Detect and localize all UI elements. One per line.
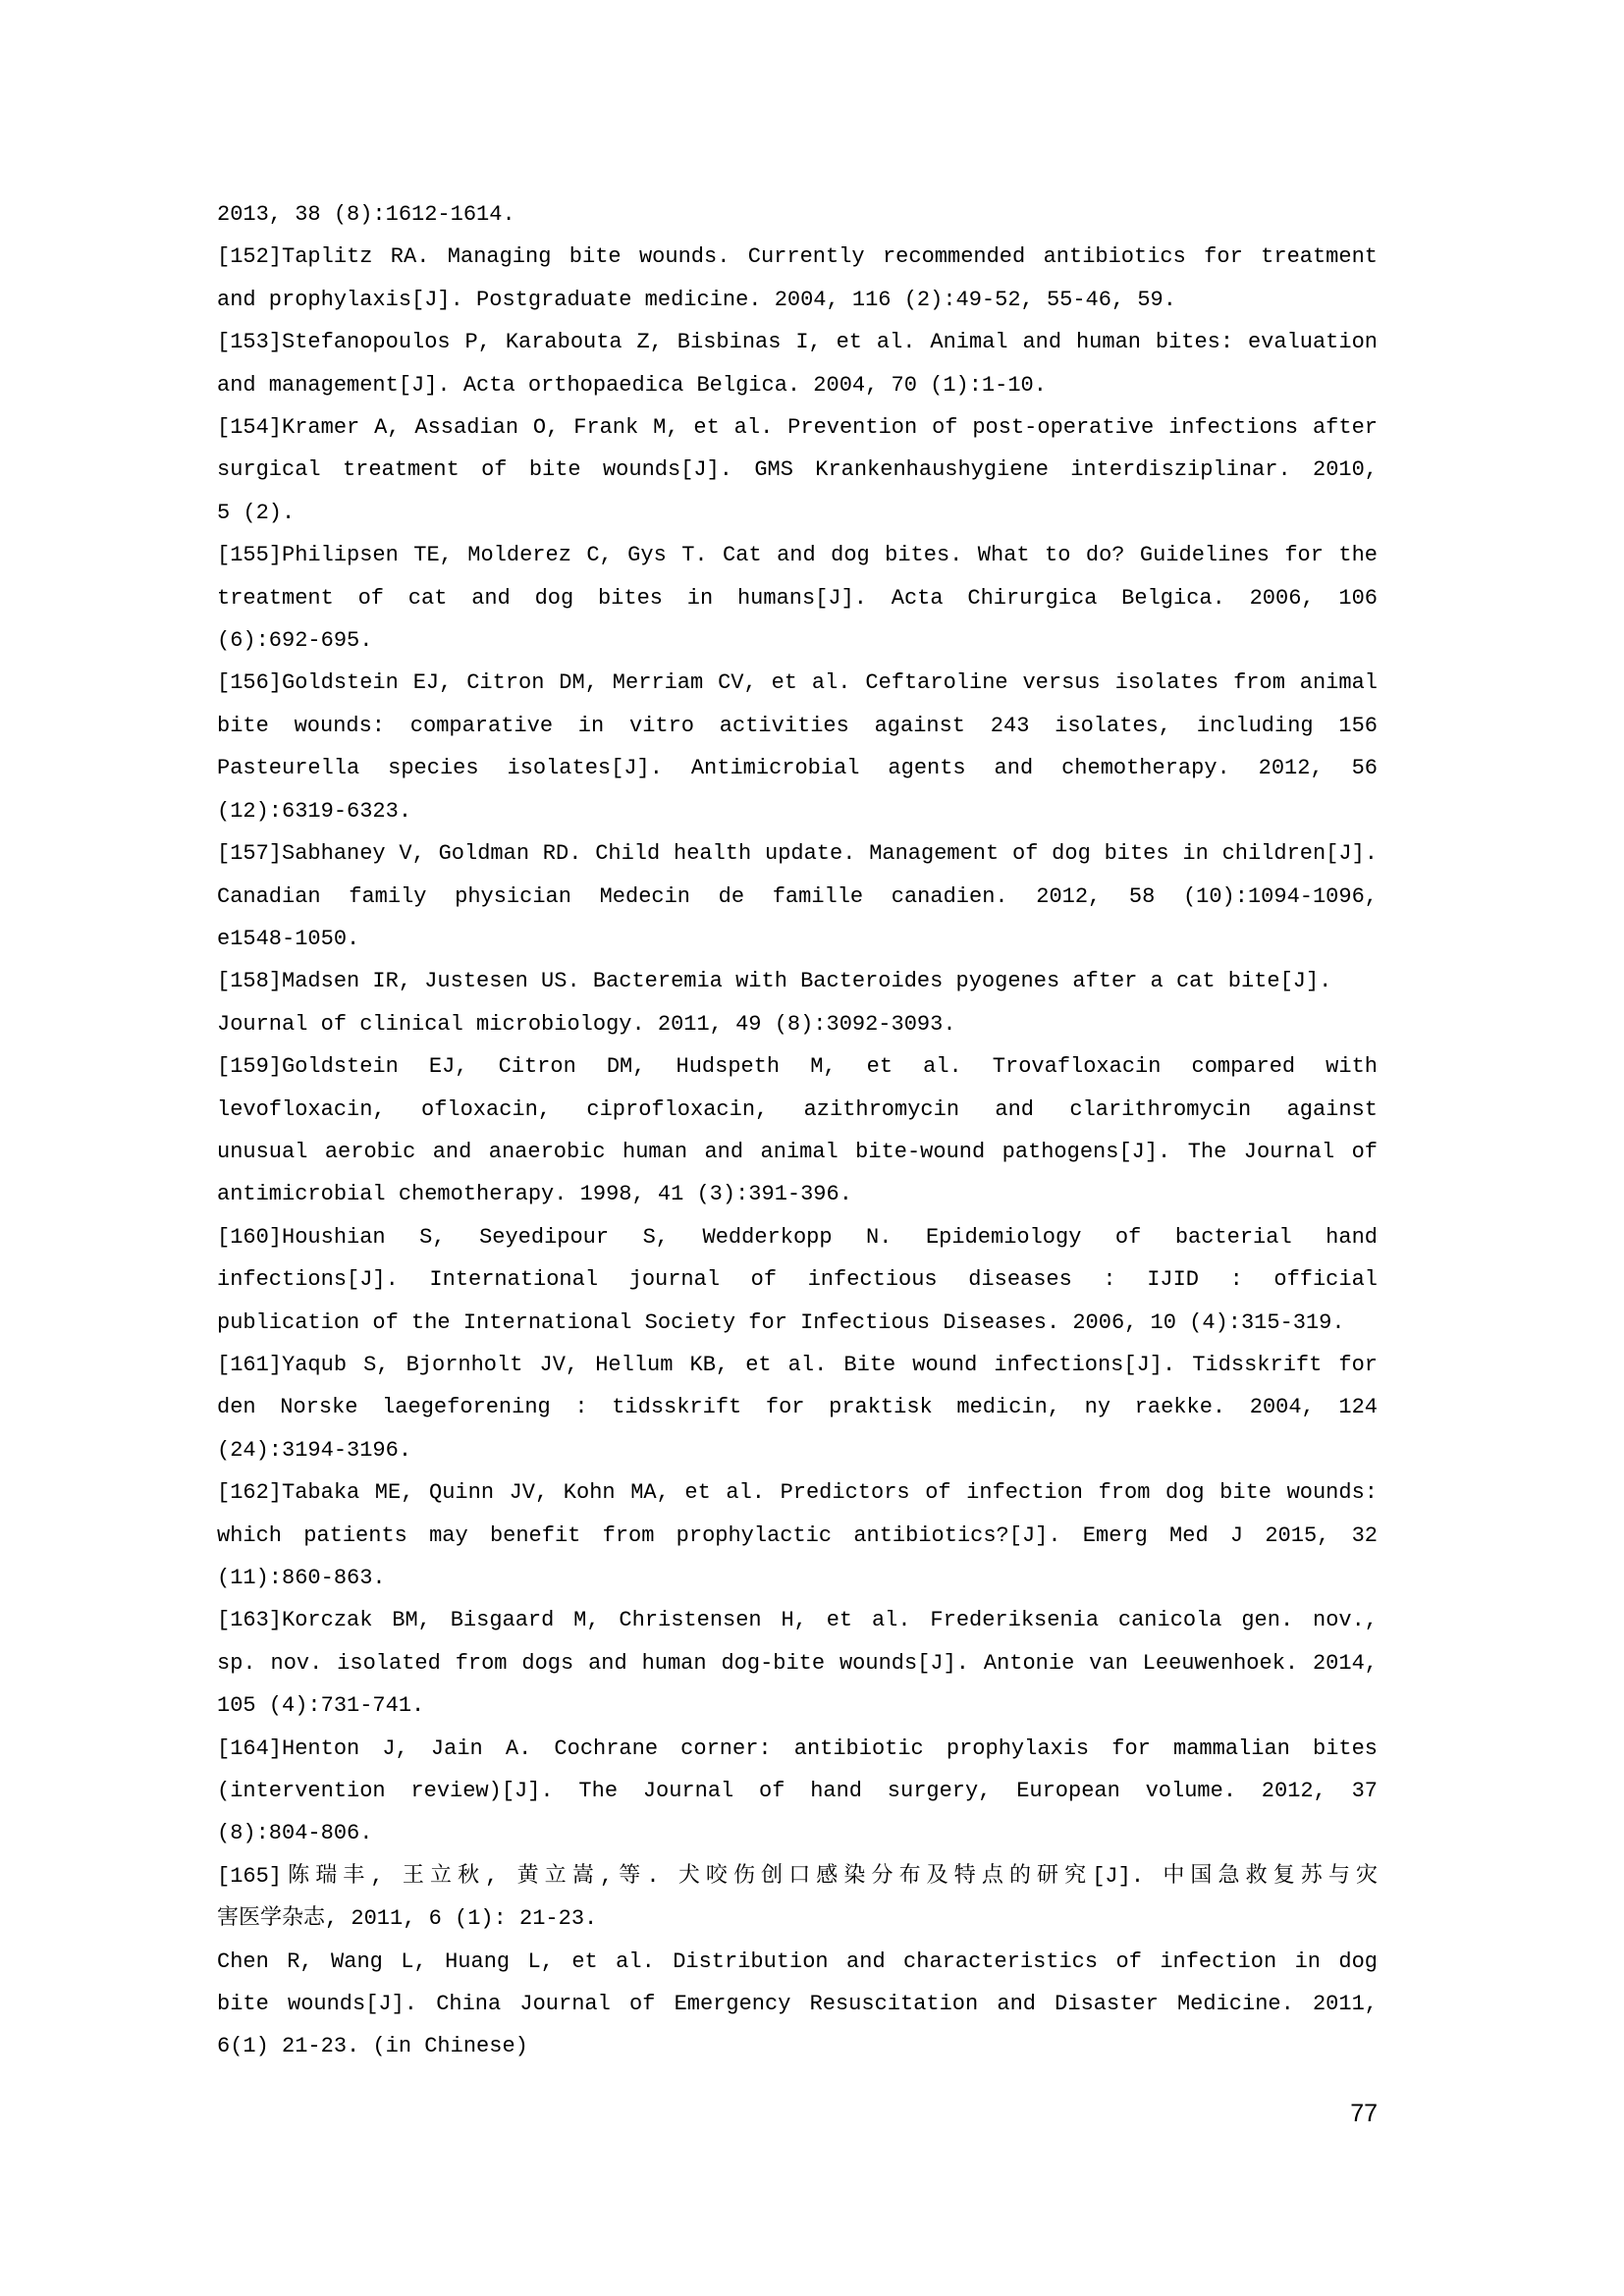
reference-entry <box>217 193 1378 236</box>
reference-line: Pasteurella species isolates[J]. Antimicrobial agents and chemotherapy. 2012, 56 <box>217 756 1378 781</box>
reference-line: Chen R, Wang L, Huang L, et al. Distribution and characteristics of infection in dog <box>217 1949 1378 1974</box>
reference-line: (24):3194-3196. <box>217 1437 412 1463</box>
reference-entry <box>217 1728 1378 1855</box>
reference-entry <box>217 1855 1378 1941</box>
reference-line: [160]Houshian S, Seyedipour S, Wedderkopp N. Epidemiology of bacterial hand <box>217 1224 1378 1250</box>
reference-line: [159]Goldstein EJ, Citron DM, Hudspeth M, et al. Trovafloxacin compared with <box>217 1054 1378 1080</box>
reference-line: Journal of clinical microbiology. 2011, 49 (8):3092-3093. <box>217 1011 956 1037</box>
reference-line: 5 (2). <box>217 500 296 525</box>
reference-line: [154]Kramer A, Assadian O, Frank M, et al. Prevention of post-operative infections after <box>217 415 1378 441</box>
reference-line: (intervention review)[J]. The Journal of hand surgery, European volume. 2012, 37 <box>217 1779 1378 1804</box>
reference-line: [152]Taplitz RA. Managing bite wounds. Currently recommended antibiotics for treatment <box>217 244 1378 270</box>
reference-line: 105 (4):731-741. <box>217 1693 425 1719</box>
reference-line: [163]Korczak BM, Bisgaard M, Christensen H, et al. Frederiksenia canicola gen. nov., <box>217 1608 1378 1633</box>
reference-entry <box>217 1471 1378 1599</box>
reference-line: antimicrobial chemotherapy. 1998, 41 (3):391-396. <box>217 1182 852 1207</box>
reference-entry <box>217 1941 1378 2068</box>
reference-line: and prophylaxis[J]. Postgraduate medicine. 2004, 116 (2):49-52, 55-46, 59. <box>217 287 1176 312</box>
reference-line: [164]Henton J, Jain A. Cochrane corner: antibiotic prophylaxis for mammalian bites <box>217 1735 1378 1761</box>
reference-line: bite wounds: comparative in vitro activities against 243 isolates, including 156 <box>217 713 1378 738</box>
reference-line: [165]陈瑞丰, 王立秋, 黄立嵩,等. 犬咬伤创口感染分布及特点的研究[J]. 中国急救复苏与灾 <box>217 1863 1378 1889</box>
reference-line: den Norske laegeforening : tidsskrift for praktisk medicin, ny raekke. 2004, 124 <box>217 1395 1378 1420</box>
reference-entry <box>217 236 1378 321</box>
reference-entry <box>217 406 1378 534</box>
reference-line: [155]Philipsen TE, Molderez C, Gys T. Cat and dog bites. What to do? Guidelines for the <box>217 543 1378 568</box>
reference-line: [161]Yaqub S, Bjornholt JV, Hellum KB, et al. Bite wound infections[J]. Tidsskrift for <box>217 1352 1378 1377</box>
reference-line: (11):860-863. <box>217 1566 386 1590</box>
reference-line: which patients may benefit from prophylactic antibiotics?[J]. Emerg Med J 2015, 32 <box>217 1522 1378 1548</box>
page-number: 77 <box>1350 2100 1378 2127</box>
reference-entry <box>217 1216 1378 1344</box>
reference-entry <box>217 1344 1378 1471</box>
reference-entry <box>217 960 1378 1045</box>
reference-entry <box>217 1045 1378 1216</box>
reference-line: bite wounds[J]. China Journal of Emergency Resuscitation and Disaster Medicine. 2011, <box>217 1992 1378 2017</box>
reference-line: Canadian family physician Medecin de famille canadien. 2012, 58 (10):1094-1096, <box>217 883 1378 909</box>
reference-line: (8):804-806. <box>217 1821 373 1846</box>
reference-line: surgical treatment of bite wounds[J]. GMS Krankenhaushygiene interdisziplinar. 2010, <box>217 457 1378 483</box>
reference-line: unusual aerobic and anaerobic human and animal bite-wound pathogens[J]. The Journal of <box>217 1139 1378 1164</box>
reference-entry <box>217 321 1378 406</box>
reference-line: [156]Goldstein EJ, Citron DM, Merriam CV, et al. Ceftaroline versus isolates from animal <box>217 670 1378 696</box>
reference-line: [153]Stefanopoulos P, Karabouta Z, Bisbinas I, et al. Animal and human bites: evaluation <box>217 330 1378 355</box>
reference-line: [162]Tabaka ME, Quinn JV, Kohn MA, et al. Predictors of infection from dog bite wounds: <box>217 1480 1378 1506</box>
reference-line: 害医学杂志, 2011, 6 (1): 21-23. <box>217 1906 598 1932</box>
reference-line: treatment of cat and dog bites in humans[J]. Acta Chirurgica Belgica. 2006, 106 <box>217 585 1378 611</box>
reference-line: sp. nov. isolated from dogs and human dog-bite wounds[J]. Antonie van Leeuwenhoek. 2014, <box>217 1650 1378 1676</box>
reference-entry <box>217 1599 1378 1727</box>
reference-line: e1548-1050. <box>217 926 360 951</box>
reference-line: infections[J]. International journal of infectious diseases : IJID : official <box>217 1267 1378 1293</box>
reference-entry <box>217 662 1378 832</box>
reference-line: 6(1) 21-23. (in Chinese) <box>217 2034 528 2059</box>
reference-line: [157]Sabhaney V, Goldman RD. Child health update. Management of dog bites in children[J]. <box>217 841 1378 867</box>
reference-entry <box>217 832 1378 960</box>
reference-line: and management[J]. Acta orthopaedica Belgica. 2004, 70 (1):1-10. <box>217 372 1047 398</box>
reference-line: levofloxacin, ofloxacin, ciprofloxacin, azithromycin and clarithromycin against <box>217 1096 1378 1122</box>
reference-line: 2013, 38 (8):1612-1614. <box>217 202 515 227</box>
reference-line: (12):6319-6323. <box>217 798 412 824</box>
references-list <box>217 193 1378 2068</box>
reference-line: (6):692-695. <box>217 628 373 654</box>
reference-entry <box>217 534 1378 662</box>
reference-line: publication of the International Society for Infectious Diseases. 2006, 10 (4):315-319. <box>217 1309 1345 1335</box>
reference-line: [158]Madsen IR, Justesen US. Bacteremia with Bacteroides pyogenes after a cat bite[J]. <box>217 969 1332 994</box>
